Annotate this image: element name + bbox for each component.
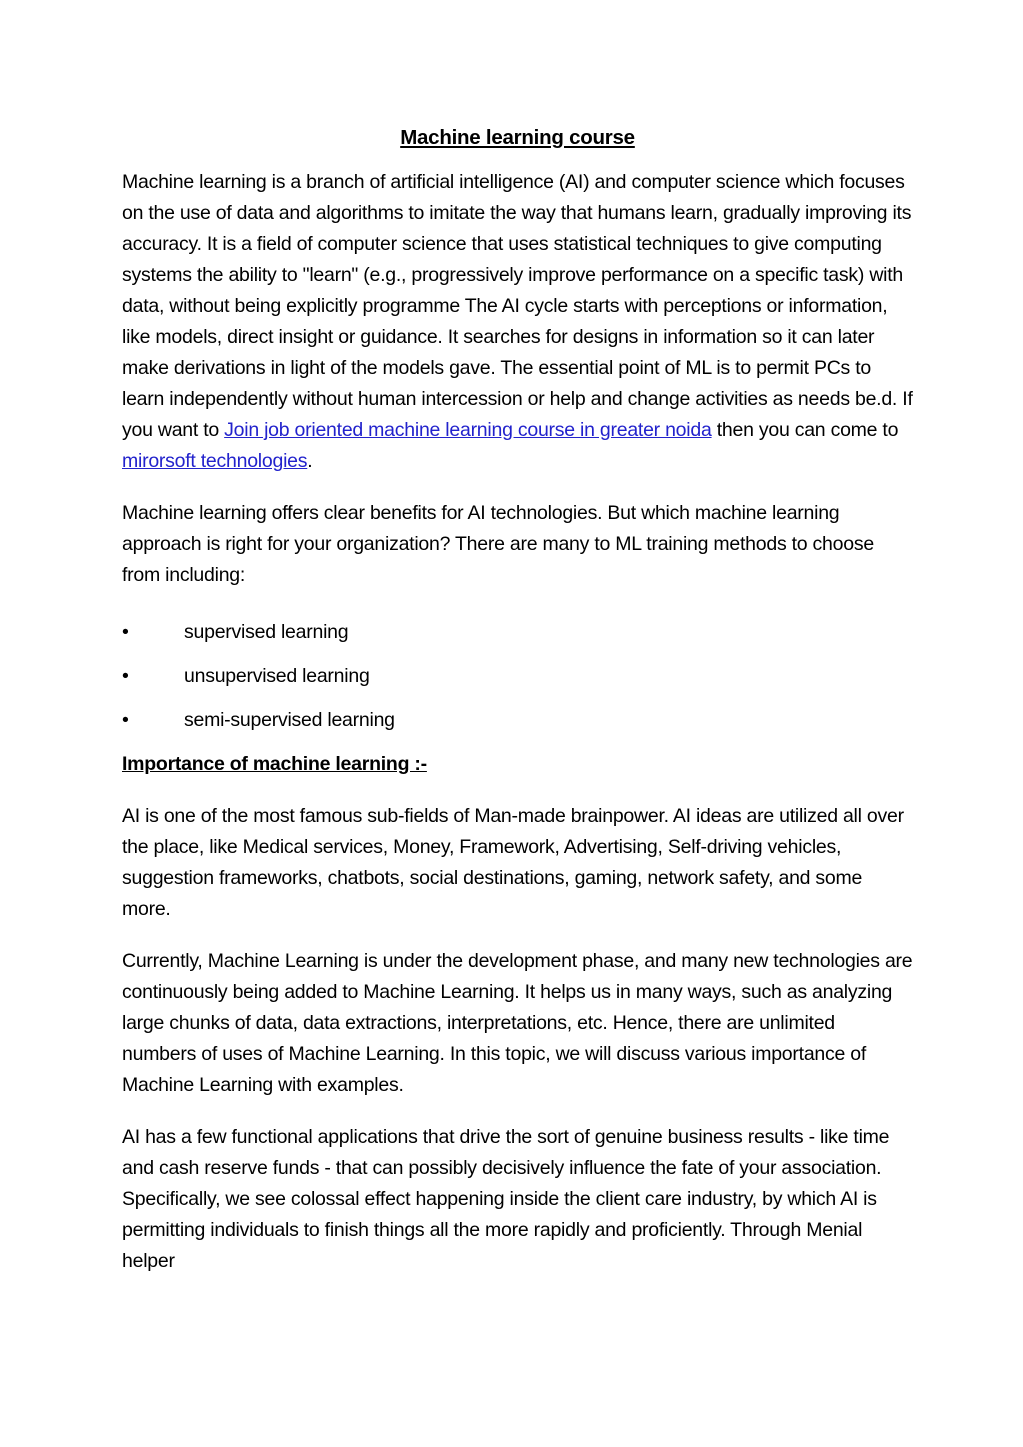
list-item-label: supervised learning (184, 621, 349, 643)
bullet-icon: • (122, 621, 129, 643)
paragraph-ai-applications: AI has a few functional applications that drive the sort of genuine business results - like time and cash reserve funds - that can possibly decisively influence the fate of your association. Specifically, we see colossal effect happening inside the client care industry, by which AI is permitting individuals to finish things all the more rapidly and proficiently. Through Menial helper (122, 1126, 890, 1272)
list-item-supervised (122, 617, 913, 648)
bullet-icon: • (122, 665, 129, 687)
intro-text-start: Machine learning is a branch of artificial intelligence (AI) and computer science which focuses on the use of data and algorithms to imitate the way that humans learn, gradually improving its accuracy. It is a field of computer science that uses statistical techniques to give computing systems the ability to "learn" (e.g., progressively improve performance on a specific task) with data, without being explicitly programme The AI cycle starts with perceptions or information, like models, direct insight or guidance. It searches for designs in information so it can later make derivations in light of the models gave. The essential point of ML is to permit PCs to learn independently without human intercession or help and change activities as needs be.d. If you want to (122, 171, 913, 441)
paragraph-ai-subfields: AI is one of the most famous sub-fields of Man-made brainpower. AI ideas are utilized all over the place, like Medical services, Money, Framework, Advertising, Self-driving vehicles, suggestion frameworks, chatbots, social destinations, gaming, network safety, and some more. (122, 805, 904, 920)
ml-methods-list (122, 617, 913, 736)
list-item-unsupervised (122, 661, 913, 692)
page-title: Machine learning course (400, 126, 635, 149)
list-item-semi-supervised (122, 705, 913, 736)
list-item-label: unsupervised learning (184, 665, 370, 687)
section-heading-importance: Importance of machine learning :- (122, 753, 427, 775)
bullet-icon: • (122, 709, 129, 731)
intro-text-end: . (307, 450, 313, 472)
list-item-label: semi-supervised learning (184, 709, 395, 731)
paragraph-ml-development: Currently, Machine Learning is under the development phase, and many new technologies are continuously being added to Machine Learning. It helps us in many ways, such as analyzing large chunks of data, data extractions, interpretations, etc. Hence, there are unlimited numbers of uses of Machine Learning. In this topic, we will discuss various importance of Machine Learning with examples. (122, 950, 913, 1096)
paragraph-ml-benefits: Machine learning offers clear benefits for AI technologies. But which machine learning approach is right for your organization? There are many to ML training methods to choose from including: (122, 502, 874, 586)
intro-text-middle: then you can come to (711, 419, 899, 441)
link-mirorsoft-technologies[interactable]: mirorsoft technologies (122, 450, 308, 472)
link-join-ml-course[interactable]: Join job oriented machine learning course in greater noida (224, 419, 712, 441)
paragraph-intro (122, 167, 913, 477)
